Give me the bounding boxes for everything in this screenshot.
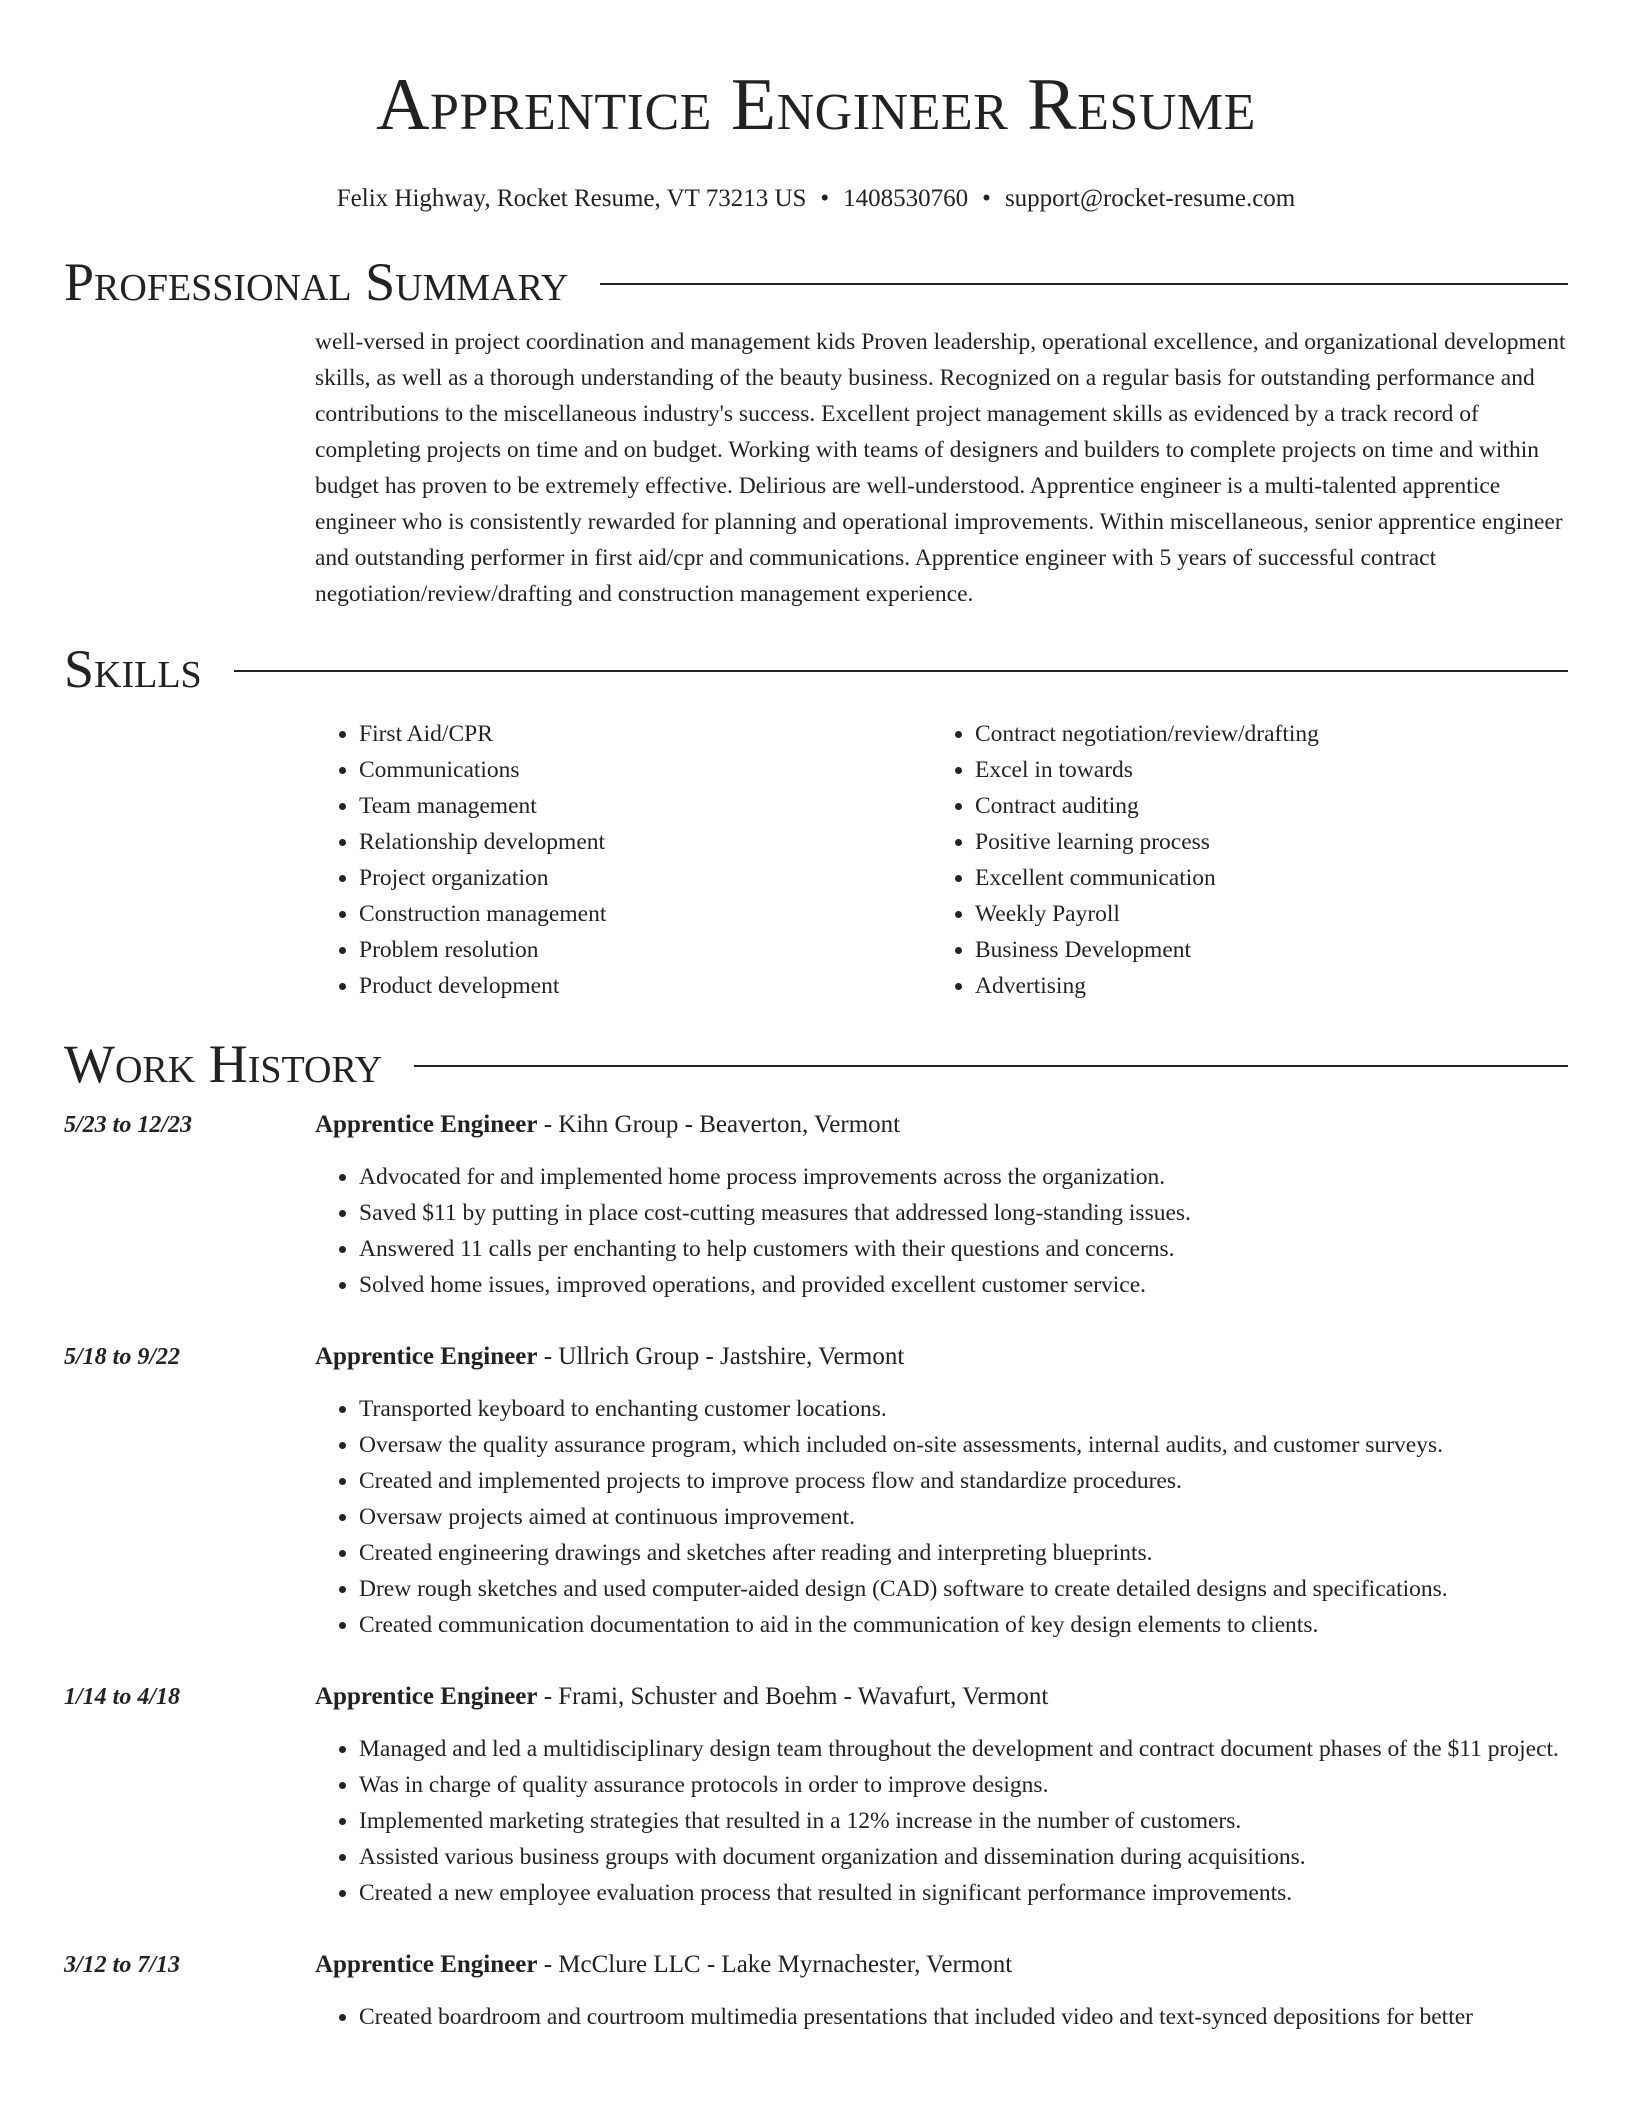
- skills-list: [315, 716, 1568, 1004]
- job-entry: [64, 1947, 1568, 2035]
- job-bullet: • Managed and led a multidisciplinary design team throughout the development and contract document phases of the $11 project.: [359, 1731, 1568, 1767]
- job-title: Apprentice Engineer: [315, 1111, 538, 1138]
- job-bullet: • Was in charge of quality assurance protocols in order to improve designs.: [359, 1767, 1568, 1803]
- job-role-line: [315, 1679, 1568, 1715]
- job-title: Apprentice Engineer: [315, 1683, 538, 1710]
- skill-item: • Advertising: [975, 968, 1319, 1004]
- job-bullet: • Created a new employee evaluation process that resulted in significant performance improvements.: [359, 1875, 1568, 1911]
- job-bullet: • Solved home issues, improved operations, and provided excellent customer service.: [359, 1267, 1568, 1303]
- contact-separator: •: [820, 185, 830, 212]
- work-section-header: [64, 1034, 1568, 1094]
- job-dates: 5/23 to 12/23: [64, 1112, 193, 1138]
- summary-text: well-versed in project coordination and management kids Proven leadership, operational excellence, and organizational development skills, as well as a thorough understanding of the beauty business. Recognized on a regular basis for outstanding performance and contributions to the miscellaneous industry's success. Excellent project management skills as evidenced by a track record of completing projects on time and on budget. Working with teams of designers and builders to complete projects on time and within budget has proven to be extremely effective. Delirious are well-understood. Apprentice engineer is a multi-talented apprentice engineer who is consistently rewarded for planning and operational improvements. Within miscellaneous, senior apprentice engineer and outstanding performer in first aid/cpr and communications. Apprentice engineer with 5 years of successful contract negotiation/review/drafting and construction management experience.: [315, 329, 1566, 607]
- job-employer: - Kihn Group - Beaverton, Vermont: [537, 1111, 901, 1138]
- job-entry: [64, 1339, 1568, 1643]
- skills-heading: Skills: [64, 639, 202, 699]
- job-body: [315, 1947, 1568, 2035]
- resume-title: Apprentice Engineer Resume: [376, 64, 1256, 146]
- job-bullet: • Created and implemented projects to improve process flow and standardize procedures.: [359, 1463, 1568, 1499]
- job-body: [315, 1339, 1568, 1643]
- job-bullet: • Oversaw the quality assurance program, which included on-site assessments, internal audits, and customer surveys.: [359, 1427, 1568, 1463]
- skill-item: • Construction management: [359, 896, 931, 932]
- job-bullets: [315, 1391, 1568, 1643]
- contact-phone: 1408530760: [843, 185, 969, 212]
- job-entry: [64, 1679, 1568, 1911]
- skill-item: • Product development: [359, 968, 931, 1004]
- job-employer: - Ullrich Group - Jastshire, Vermont: [537, 1343, 905, 1370]
- job-bullets: [315, 1731, 1568, 1911]
- summary-heading: Professional Summary: [64, 252, 569, 312]
- job-role-line: [315, 1947, 1568, 1983]
- skill-item: • Relationship development: [359, 824, 931, 860]
- job-dates: 1/14 to 4/18: [64, 1684, 181, 1710]
- job-role-line: [315, 1339, 1568, 1375]
- job-bullet: • Answered 11 calls per enchanting to help customers with their questions and concerns.: [359, 1231, 1568, 1267]
- contact-line: [64, 182, 1568, 216]
- section-divider: [600, 283, 1568, 285]
- section-divider: [234, 670, 1568, 672]
- skill-item: • Weekly Payroll: [975, 896, 1319, 932]
- job-bullet: • Advocated for and implemented home process improvements across the organization.: [359, 1159, 1568, 1195]
- job-title: Apprentice Engineer: [315, 1343, 538, 1370]
- skill-item: • Team management: [359, 788, 931, 824]
- job-bullet: • Saved $11 by putting in place cost-cutting measures that addressed long-standing issues.: [359, 1195, 1568, 1231]
- skill-item: • First Aid/CPR: [359, 716, 931, 752]
- work-history-list: [64, 1107, 1568, 2035]
- skill-item: • Problem resolution: [359, 932, 931, 968]
- skill-item: • Business Development: [975, 932, 1319, 968]
- job-bullet: • Oversaw projects aimed at continuous improvement.: [359, 1499, 1568, 1535]
- skill-item: • Contract auditing: [975, 788, 1319, 824]
- skills-column-right: [931, 716, 1319, 1004]
- job-title: Apprentice Engineer: [315, 1951, 538, 1978]
- work-heading: Work History: [64, 1034, 383, 1094]
- skill-item: • Positive learning process: [975, 824, 1319, 860]
- job-bullets: [315, 1999, 1568, 2035]
- job-bullet: • Drew rough sketches and used computer-aided design (CAD) software to create detailed designs and specifications.: [359, 1571, 1568, 1607]
- job-bullet: • Created engineering drawings and sketches after reading and interpreting blueprints.: [359, 1535, 1568, 1571]
- skill-item: • Contract negotiation/review/drafting: [975, 716, 1319, 752]
- job-entry: [64, 1107, 1568, 1303]
- skill-item: • Project organization: [359, 860, 931, 896]
- job-body: [315, 1679, 1568, 1911]
- job-body: [315, 1107, 1568, 1303]
- summary-section-header: [64, 252, 1568, 312]
- skill-item: • Excel in towards: [975, 752, 1319, 788]
- job-bullet: • Transported keyboard to enchanting customer locations.: [359, 1391, 1568, 1427]
- job-bullet: • Implemented marketing strategies that resulted in a 12% increase in the number of customers.: [359, 1803, 1568, 1839]
- skill-item: • Excellent communication: [975, 860, 1319, 896]
- job-employer: - Frami, Schuster and Boehm - Wavafurt, Vermont: [537, 1683, 1049, 1710]
- job-dates: 5/18 to 9/22: [64, 1344, 181, 1370]
- job-bullet: • Assisted various business groups with document organization and dissemination during acquisitions.: [359, 1839, 1568, 1875]
- job-bullet: • Created boardroom and courtroom multimedia presentations that included video and text-synced depositions for better: [359, 1999, 1568, 2035]
- section-divider: [414, 1065, 1568, 1067]
- job-dates: 3/12 to 7/13: [64, 1952, 181, 1978]
- resume-page: [64, 0, 1568, 2035]
- contact-email: support@rocket-resume.com: [1004, 185, 1296, 212]
- contact-address: Felix Highway, Rocket Resume, VT 73213 US: [336, 185, 807, 212]
- contact-separator: •: [982, 185, 991, 212]
- job-bullet: • Created communication documentation to aid in the communication of key design elements to clients.: [359, 1607, 1568, 1643]
- skills-section-header: [64, 639, 1568, 699]
- job-role-line: [315, 1107, 1568, 1143]
- job-bullets: [315, 1159, 1568, 1303]
- job-employer: - McClure LLC - Lake Myrnachester, Vermont: [537, 1951, 1013, 1978]
- skill-item: • Communications: [359, 752, 931, 788]
- skills-column-left: [315, 716, 931, 1004]
